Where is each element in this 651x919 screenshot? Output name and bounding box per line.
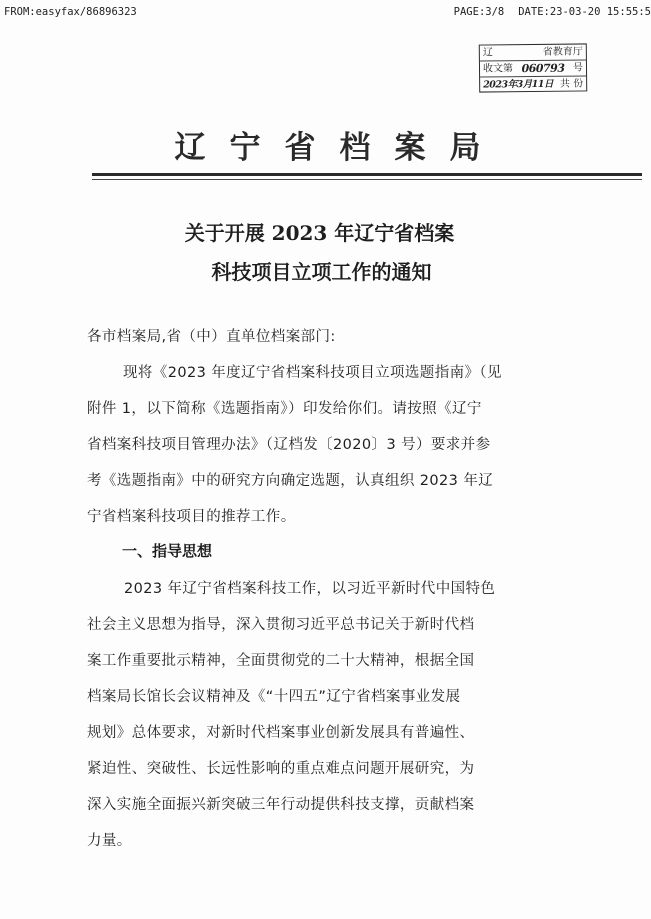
paragraph-line: 紧迫性、突破性、长远性影响的重点难点问题开展研究，为 — [87, 761, 475, 777]
paragraph-line: 省档案科技项目管理办法》（辽档发〔2020〕3 号）要求并参 — [87, 437, 491, 453]
paragraph-line: 深入实施全面振兴新突破三年行动提供科技支撑，贡献档案 — [87, 797, 475, 813]
paragraph-line: 附件 1，以下简称《选题指南》）印发给你们。请按照《辽宁 — [87, 401, 482, 417]
stamp-date: 2023年3月11日 — [483, 78, 554, 91]
stamp-row-date: 2023年3月11日 共 份 — [483, 78, 584, 91]
salutation: 各市档案局,省（中）直单位档案部门: — [87, 329, 336, 345]
fax-sender: FROM:easyfax/86896323 — [4, 6, 137, 18]
document-title-line-2: 科技项目立项工作的通知 — [211, 260, 432, 284]
letterhead-rule — [92, 173, 642, 176]
stamp-number: 060793 — [521, 61, 565, 76]
fax-page: PAGE:3/8 — [453, 6, 505, 18]
stamp-row-number: 收文第 060793 号 — [480, 60, 586, 77]
fax-page-date — [454, 6, 651, 18]
stamp-row-office: 辽 省教育厅 — [480, 44, 586, 61]
paragraph-line: 档案局长馆长会议精神及《“十四五”辽宁省档案事业发展 — [87, 689, 461, 705]
paragraph-line: 社会主义思想为指导，深入贯彻习近平总书记关于新时代档 — [87, 617, 475, 633]
fax-date: DATE:23-03-20 15:55:5 — [518, 6, 651, 18]
letterhead-org: 辽宁省档案局 — [174, 130, 505, 166]
paragraph-line: 案工作重要批示精神，全面贯彻党的二十大精神，根据全国 — [87, 653, 475, 669]
paragraph-line: 考《选题指南》中的研究方向确定选题，认真组织 2023 年辽 — [87, 473, 494, 489]
paragraph-line: 2023 年辽宁省档案科技工作，以习近平新时代中国特色 — [124, 581, 496, 597]
paragraph-line: 规划》总体要求，对新时代档案事业创新发展具有普遍性、 — [87, 725, 475, 741]
receipt-stamp — [479, 43, 587, 92]
document-title-line-1: 关于开展 2023 年辽宁省档案 — [184, 221, 455, 245]
section-heading: 一、指导思想 — [122, 542, 213, 560]
paragraph-line: 力量。 — [87, 833, 132, 849]
paragraph-line: 现将《2023 年度辽宁省档案科技项目立项选题指南》（见 — [123, 365, 502, 381]
paragraph-line: 宁省档案科技项目的推荐工作。 — [87, 509, 296, 525]
letterhead-rule-thin — [92, 179, 642, 180]
